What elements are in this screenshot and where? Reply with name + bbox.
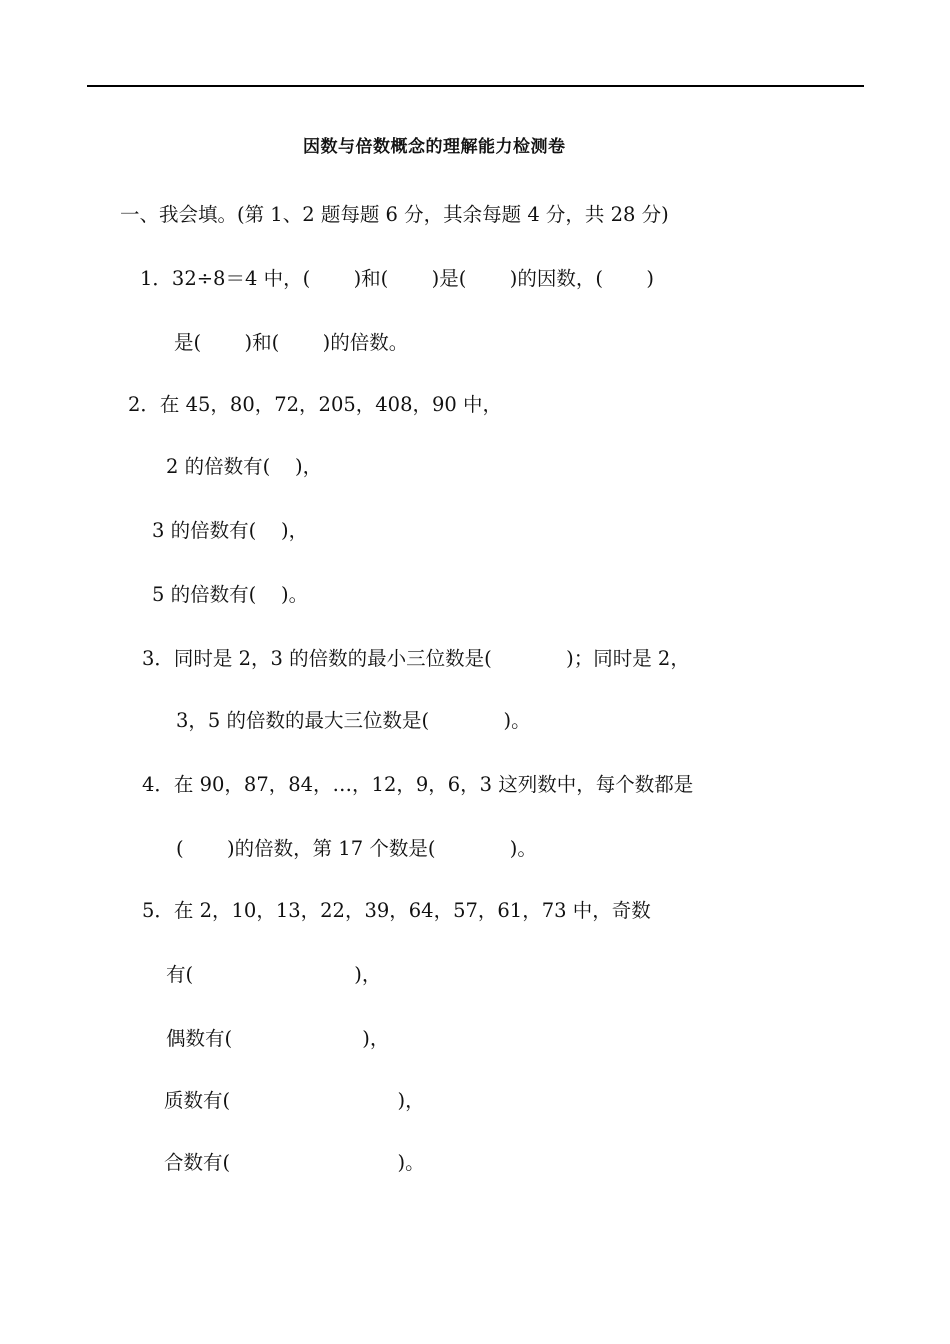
question-4-line-2: ( )的倍数，第 17 个数是( )。 bbox=[176, 837, 537, 860]
question-1-line-2: 是( )和( )的倍数。 bbox=[174, 331, 409, 354]
question-2-line-2: 2 的倍数有( )， bbox=[166, 455, 323, 478]
question-3-line-2: 3，5 的倍数的最大三位数是( )。 bbox=[176, 709, 531, 732]
section-heading: 一、我会填。(第 1、2 题每题 6 分，其余每题 4 分，共 28 分) bbox=[120, 203, 669, 226]
header-rule bbox=[87, 85, 864, 87]
question-3-line-1: 3．同时是 2，3 的倍数的最小三位数是( )；同时是 2， bbox=[142, 647, 690, 670]
question-5-line-2: 有( )， bbox=[166, 963, 382, 986]
question-5-line-4: 质数有( )， bbox=[164, 1089, 425, 1112]
question-5-line-5: 合数有( )。 bbox=[164, 1151, 425, 1174]
question-5-line-1: 5．在 2，10，13，22，39，64，57，61，73 中，奇数 bbox=[142, 899, 651, 922]
question-2-line-1: 2．在 45，80，72，205，408，90 中， bbox=[128, 393, 502, 416]
question-1-line-1: 1．32÷8＝4 中，( )和( )是( )的因数，( ) bbox=[140, 267, 654, 290]
question-2-line-4: 5 的倍数有( )。 bbox=[152, 583, 309, 606]
question-2-line-3: 3 的倍数有( )， bbox=[152, 519, 309, 542]
question-5-line-3: 偶数有( )， bbox=[166, 1027, 390, 1050]
page-title: 因数与倍数概念的理解能力检测卷 bbox=[303, 137, 566, 157]
question-4-line-1: 4．在 90，87，84，…，12，9，6，3 这列数中，每个数都是 bbox=[142, 773, 694, 796]
